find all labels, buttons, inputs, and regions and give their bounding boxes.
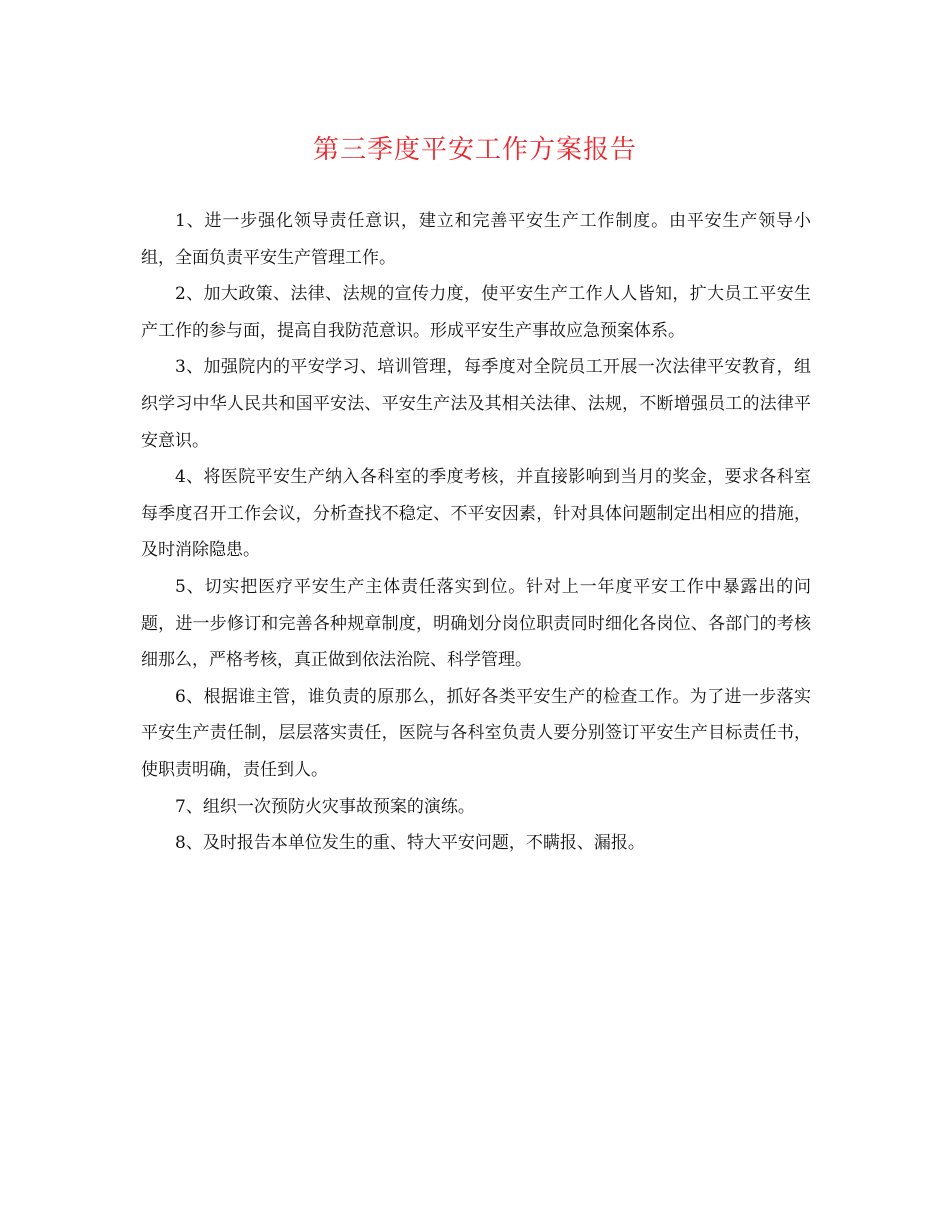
document-body [141,203,811,862]
paragraph-6: 6、根据谁主管，谁负责的原那么，抓好各类平安生产的检查工作。为了进一步落实平安生产责任制，层层落实责任，医院与各科室负责人要分别签订平安生产目标责任书，使职责明确，责任到人。 [141,686,811,780]
paragraph-8: 8、及时报告本单位发生的重、特大平安问题，不瞒报、漏报。 [175,833,645,854]
paragraph-5: 5、切实把医疗平安生产主体责任落实到位。针对上一年度平安工作中暴露出的问题，进一步修订和完善各种规章制度，明确划分岗位职责同时细化各岗位、各部门的考核细那么，严格考核，真正做到依法治院、科学管理。 [141,576,811,671]
paragraph-1: 1、进一步强化领导责任意识，建立和完善平安生产工作制度。由平安生产领导小组，全面负责平安生产管理工作。 [141,211,811,268]
paragraph-2: 2、加大政策、法律、法规的宣传力度，使平安生产工作人人皆知，扩大员工平安生产工作的参与面，提高自我防范意识。形成平安生产事故应急预案体系。 [141,284,811,341]
paragraph-3: 3、加强院内的平安学习、培训管理，每季度对全院员工开展一次法律平安教育，组织学习中华人民共和国平安法、平安生产法及其相关法律、法规，不断增强员工的法律平安意识。 [141,357,811,451]
paragraph-4: 4、将医院平安生产纳入各科室的季度考核，并直接影响到当月的奖金，要求各科室每季度召开工作会议，分析查找不稳定、不平安因素，针对具体问题制定出相应的措施，及时消除隐患。 [141,467,811,561]
document-title: 第三季度平安工作方案报告 [312,135,637,165]
paragraph-7: 7、组织一次预防火灾事故预案的演练。 [175,796,475,817]
